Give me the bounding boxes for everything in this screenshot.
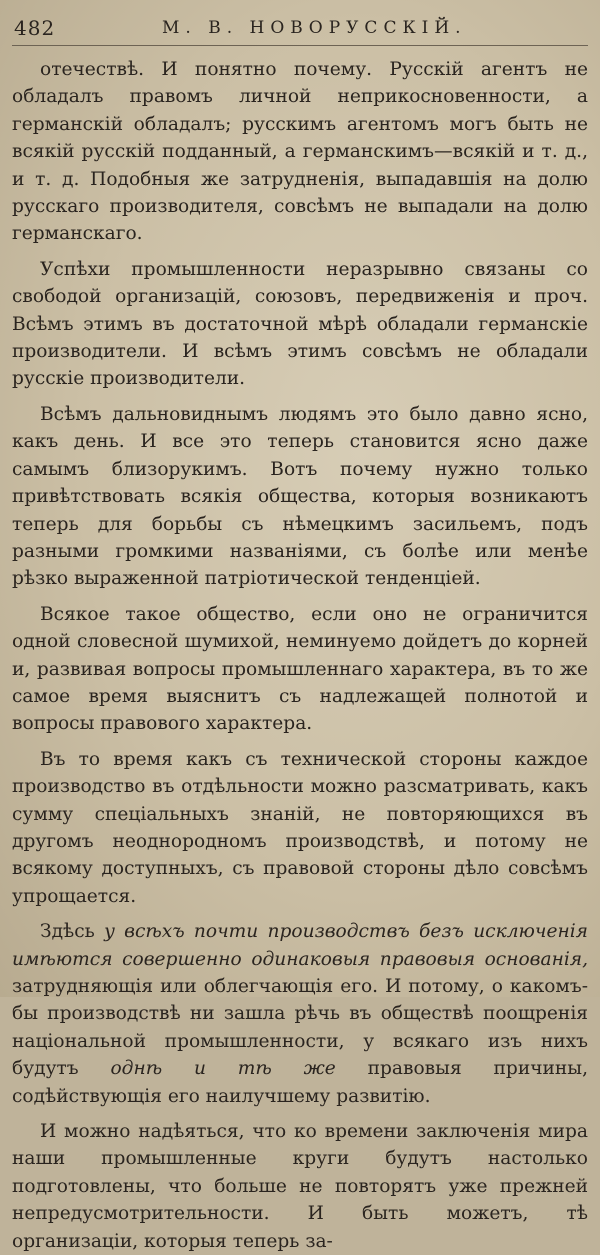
running-title: М. В. НОВОРУССКIЙ.	[162, 18, 467, 38]
paragraph-text: Здѣсь	[40, 921, 105, 943]
page-header	[12, 12, 588, 46]
paragraph: И можно надѣяться, что ко времени заключенiя мира наши промышленные круги будутъ настолько подготовлены, что больше не повторятъ уже прежней непредусмотрительности. И быть можетъ, тѣ организацiи, которыя теперь за-	[12, 1121, 588, 1252]
paragraph-text: правовыя причины, содѣйствующiя его наилучшему развитiю.	[12, 1058, 588, 1107]
body-text	[12, 56, 588, 1255]
emphasized-text: у всѣхъ почти производствъ безъ исключенiя имѣются совершенно одинаковыя правовыя основанiя,	[12, 921, 588, 970]
paragraph: Въ то время какъ съ технической стороны каждое производство въ отдѣльности можно разсматривать, какъ сумму спецiальныхъ знанiй, не повторяющихся въ другомъ неоднородномъ производствѣ, и потому не всякому доступныхъ, съ правовой стороны дѣло совсѣмъ упрощается.	[12, 748, 588, 907]
paragraph: отечествѣ. И понятно почему. Русскiй агентъ не обладалъ правомъ личной неприкосновенности, а германскiй обладалъ; русскимъ агентомъ могъ быть не всякiй русскiй подданный, а германскимъ—всякiй и т. д., и т. д. Подобныя же затрудненiя, выпадавшiя на долю русскаго производителя, совсѣмъ не выпадали на долю германскаго.	[12, 59, 588, 245]
page-number: 482	[14, 16, 56, 40]
paragraph: Всякое такое общество, если оно не ограничится одной словесной шумихой, неминуемо дойдетъ до корней и, развивая вопросы промышленнаго характера, въ то же самое время выяснитъ съ надлежащей полнотой и вопросы правового характера.	[12, 603, 588, 735]
paragraph-with-emphasis	[12, 918, 588, 1110]
paragraph: Всѣмъ дальновиднымъ людямъ это было давно ясно, какъ день. И все это теперь становится ясно даже самымъ близорукимъ. Вотъ почему нужно только привѣтствовать всякiя общества, которыя возникаютъ теперь для борьбы съ нѣмецкимъ засильемъ, подъ разными громкими названiями, съ болѣе или менѣе рѣзко выраженной патрiотической тенденцiей.	[12, 403, 588, 590]
paragraph-text: затрудняющiя или облегчающiя его. И потому, о какомъ-бы производствѣ ни зашла рѣчь въ обществѣ поощренiя нацiональной промышленности, у всякаго изъ нихъ будутъ	[12, 976, 588, 1080]
paragraph: Успѣхи промышленности неразрывно связаны со свободой организацiй, союзовъ, передвиженiя и проч. Всѣмъ этимъ въ достаточной мѣрѣ обладали германскiе производители. И всѣмъ этимъ совсѣмъ не обладали русскiе производители.	[12, 258, 588, 390]
emphasized-text: однѣ и тѣ же	[110, 1058, 336, 1080]
header-rule	[12, 45, 588, 46]
